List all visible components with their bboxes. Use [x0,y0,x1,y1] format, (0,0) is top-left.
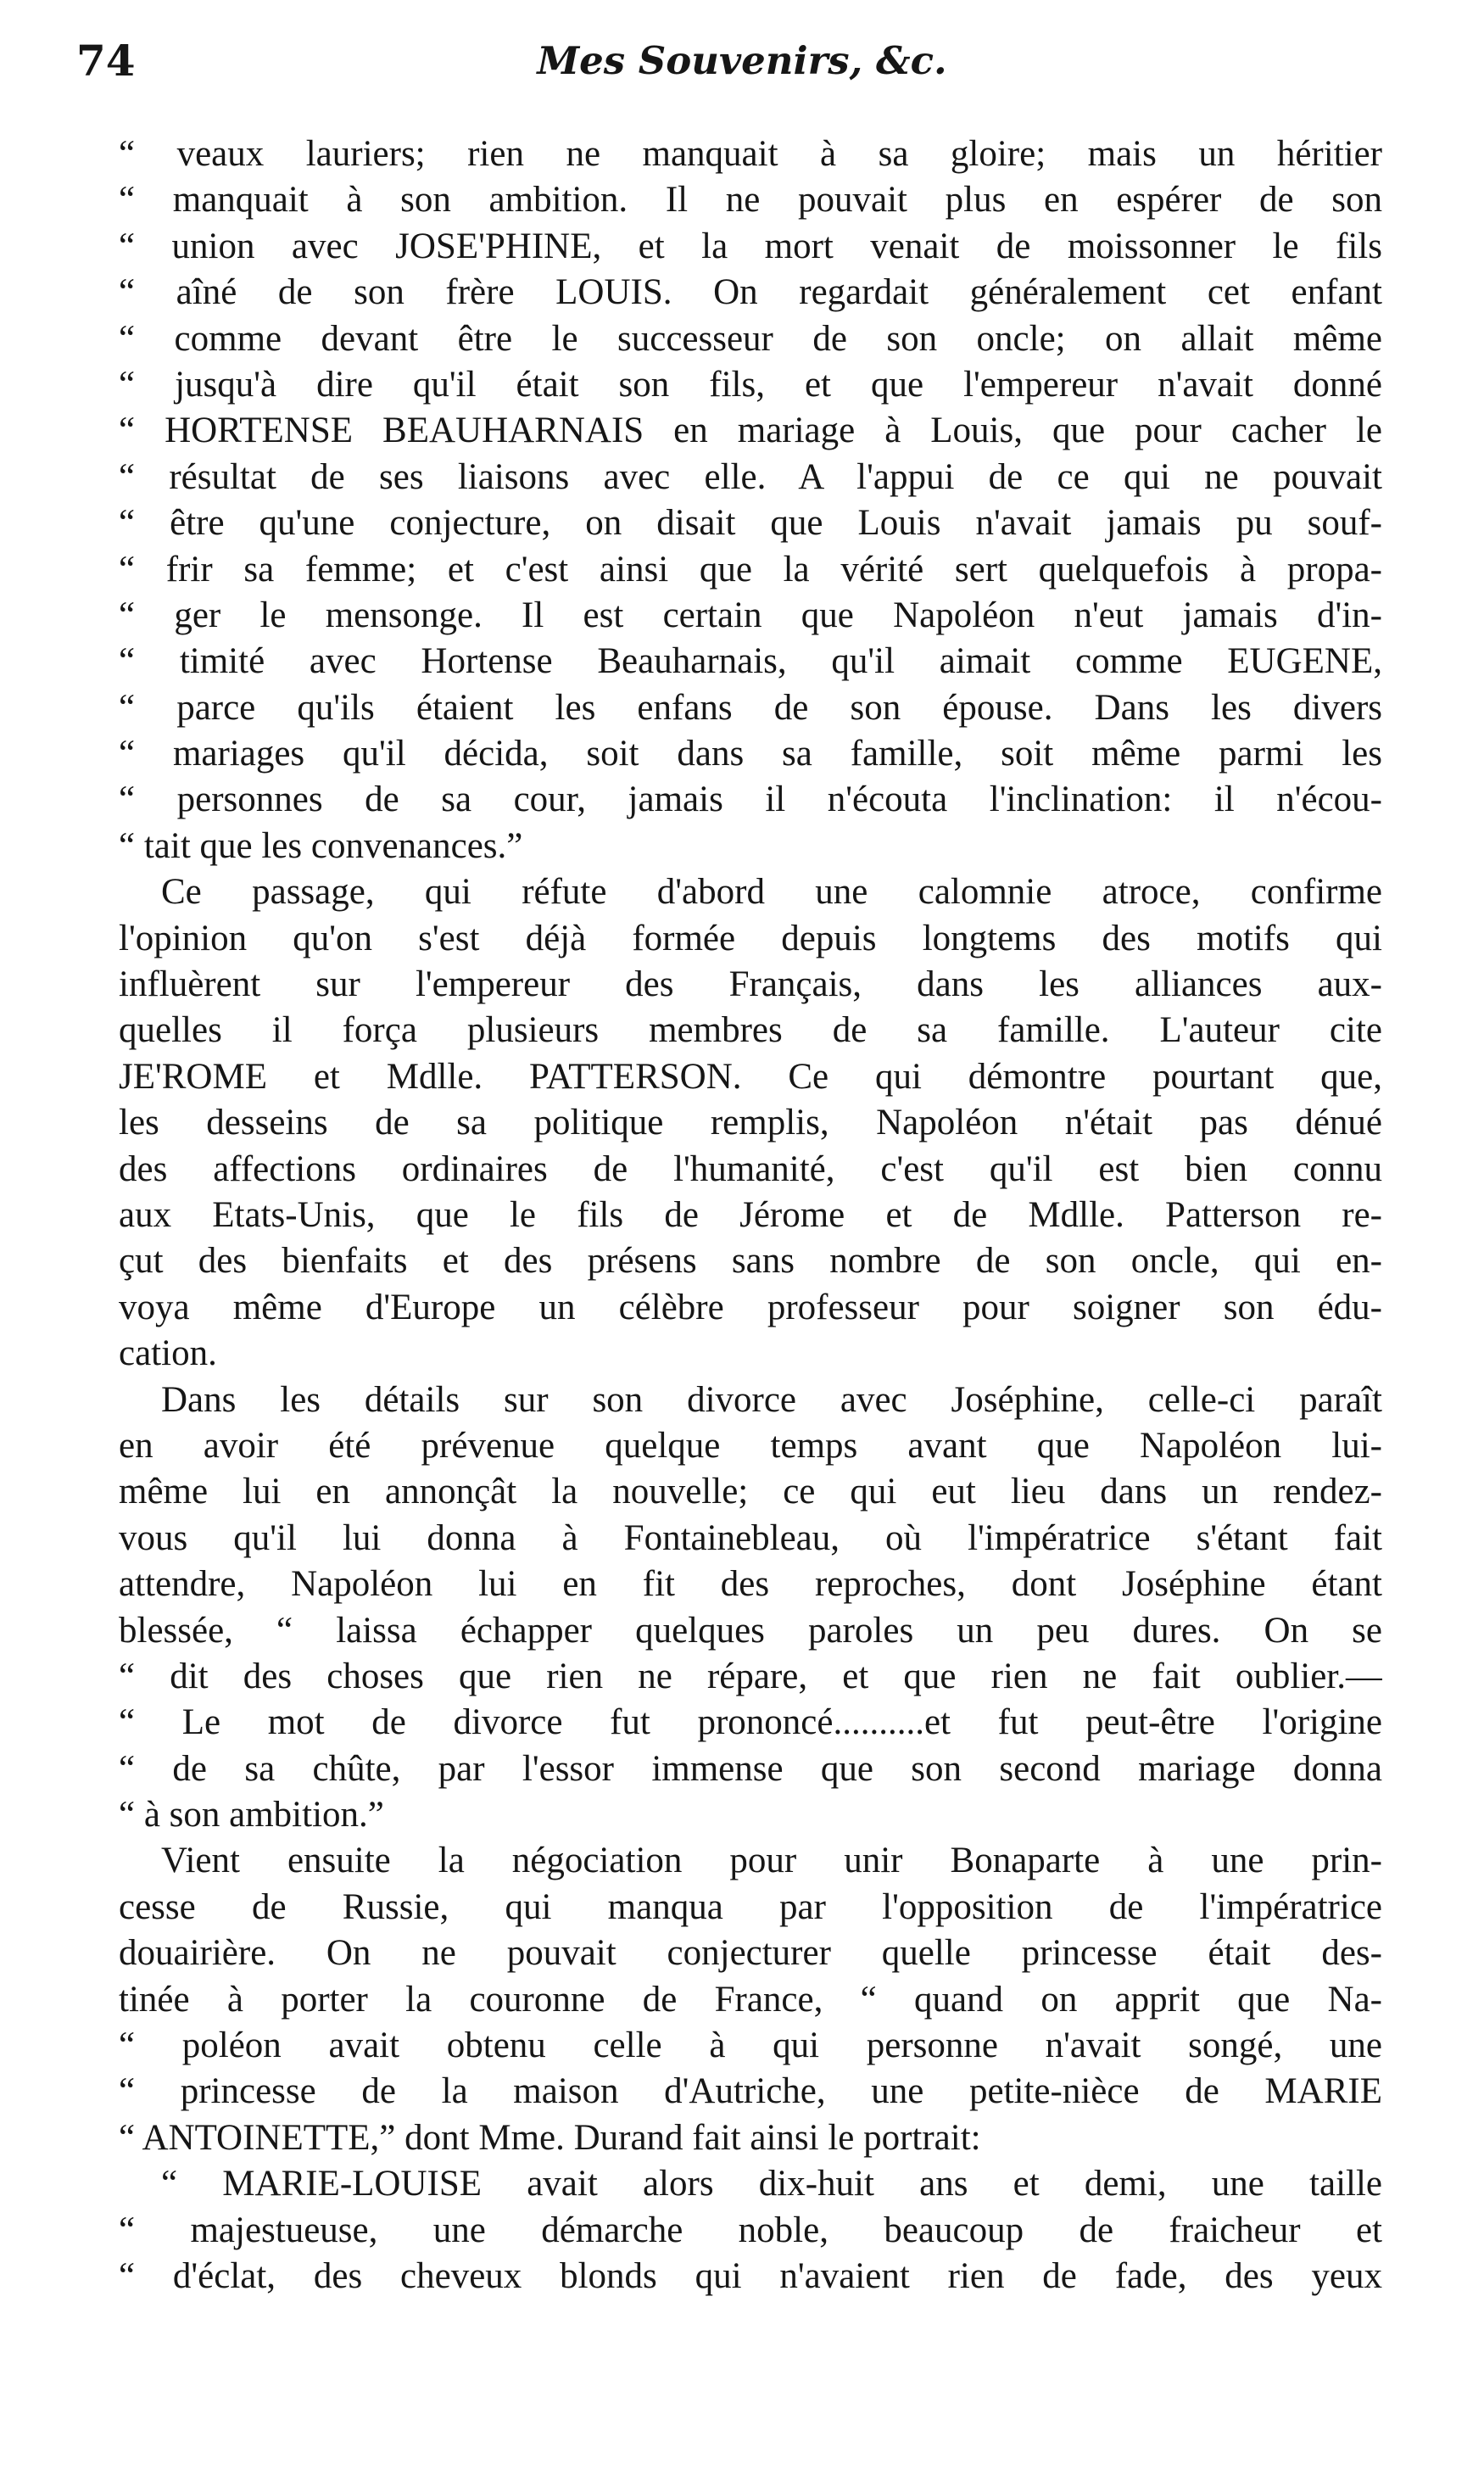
text-line: “ frir sa femme; et c'est ainsi que la vérité sert quelquefois à propa- [119,549,1382,589]
text-line: “ d'éclat, des cheveux blonds qui n'avaient rien de fade, des yeux [119,2255,1382,2296]
text-line: même lui en annonçât la nouvelle; ce qui eut lieu dans un rendez- [119,1472,1382,1512]
text-line: “ MARIE-LOUISE avait alors dix-huit ans et demi, une taille [161,2164,1382,2204]
text-line: “ tait que les convenances.” [119,825,523,866]
text-line: “ à son ambition.” [119,1795,384,1835]
text-line: “ HORTENSE BEAUHARNAIS en mariage à Louis, que pour cacher le [119,411,1382,451]
text-line: “ personnes de sa cour, jamais il n'écouta l'inclination: il n'écou- [119,779,1382,820]
text-line: “ aîné de son frère LOUIS. On regardait généralement cet enfant [119,272,1382,313]
text-line: “ veaux lauriers; rien ne manquait à sa gloire; mais un héritier [119,134,1382,174]
text-line: “ majestueuse, une démarche noble, beaucoup de fraicheur et [119,2210,1382,2250]
text-line: “ jusqu'à dire qu'il était son fils, et que l'empereur n'avait donné [119,364,1382,405]
text-line: “ princesse de la maison d'Autriche, une petite-nièce de MARIE [119,2071,1382,2112]
text-line: Ce passage, qui réfute d'abord une calomnie atroce, confirme [161,872,1382,913]
text-line: vous qu'il lui donna à Fontainebleau, où l'impératrice s'étant fait [119,1517,1382,1558]
text-line: JE'ROME et Mdlle. PATTERSON. Ce qui démontre pourtant que, [119,1056,1382,1097]
text-line: douairière. On ne pouvait conjecturer quelle princesse était des- [119,1933,1382,1974]
running-head [76,36,1408,95]
text-line: “ Le mot de divorce fut prononcé..........et fut peut-être l'origine [119,1702,1382,1743]
text-line: “ être qu'une conjecture, on disait que Louis n'avait jamais pu souf- [119,503,1382,544]
text-line: blessée, “ laissa échapper quelques paroles un peu dures. On se [119,1610,1382,1651]
text-line: cation. [119,1333,217,1374]
text-line: quelles il força plusieurs membres de sa famille. L'auteur cite [119,1010,1382,1051]
text-line: cesse de Russie, qui manqua par l'opposition de l'impératrice [119,1886,1382,1927]
text-line: “ résultat de ses liaisons avec elle. A l'appui de ce qui ne pouvait [119,456,1382,497]
text-line: en avoir été prévenue quelque temps avant que Napoléon lui- [119,1425,1382,1466]
text-line: aux Etats-Unis, que le fils de Jérome et de Mdlle. Patterson re- [119,1194,1382,1235]
text-line: “ parce qu'ils étaient les enfans de son épouse. Dans les divers [119,687,1382,728]
text-line: “ union avec JOSE'PHINE, et la mort venait de moissonner le fils [119,226,1382,266]
text-line: Dans les détails sur son divorce avec Joséphine, celle-ci paraît [161,1379,1382,1420]
text-line: voya même d'Europe un célèbre professeur pour soigner son édu- [119,1287,1382,1327]
text-line: les desseins de sa politique remplis, Napoléon n'était pas dénué [119,1103,1382,1143]
body-text [119,131,1382,2299]
text-line: influèrent sur l'empereur des Français, dans les alliances aux- [119,964,1382,1005]
text-line: “ manquait à son ambition. Il ne pouvait plus en espérer de son [119,180,1382,221]
text-line: des affections ordinaires de l'humanité, c'est qu'il est bien connu [119,1148,1382,1189]
text-line: attendre, Napoléon lui en fit des reproches, dont Joséphine étant [119,1564,1382,1605]
text-line: “ dit des choses que rien ne répare, et que rien ne fait oublier.— [119,1656,1382,1696]
text-line: “ timité avec Hortense Beauharnais, qu'il aimait comme EUGENE, [119,641,1382,682]
text-line: çut des bienfaits et des présens sans nombre de son oncle, qui en- [119,1241,1382,1282]
text-line: “ ANTOINETTE,” dont Mme. Durand fait ainsi le portrait: [119,2117,981,2158]
text-line: “ mariages qu'il décida, soit dans sa famille, soit même parmi les [119,734,1382,774]
text-line: Vient ensuite la négociation pour unir Bonaparte à une prin- [161,1841,1382,1881]
running-title: Mes Souvenirs, &c. [537,38,947,83]
text-line: tinée à porter la couronne de France, “ quand on apprit que Na- [119,1979,1382,2020]
text-line: “ ger le mensonge. Il est certain que Napoléon n'eut jamais d'in- [119,595,1382,635]
page-number: 74 [76,36,136,86]
text-line: “ comme devant être le successeur de son oncle; on allait même [119,318,1382,359]
text-line: l'opinion qu'on s'est déjà formée depuis longtems des motifs qui [119,918,1382,958]
text-line: “ de sa chûte, par l'essor immense que son second mariage donna [119,1748,1382,1789]
text-line: “ poléon avait obtenu celle à qui personne n'avait songé, une [119,2025,1382,2066]
